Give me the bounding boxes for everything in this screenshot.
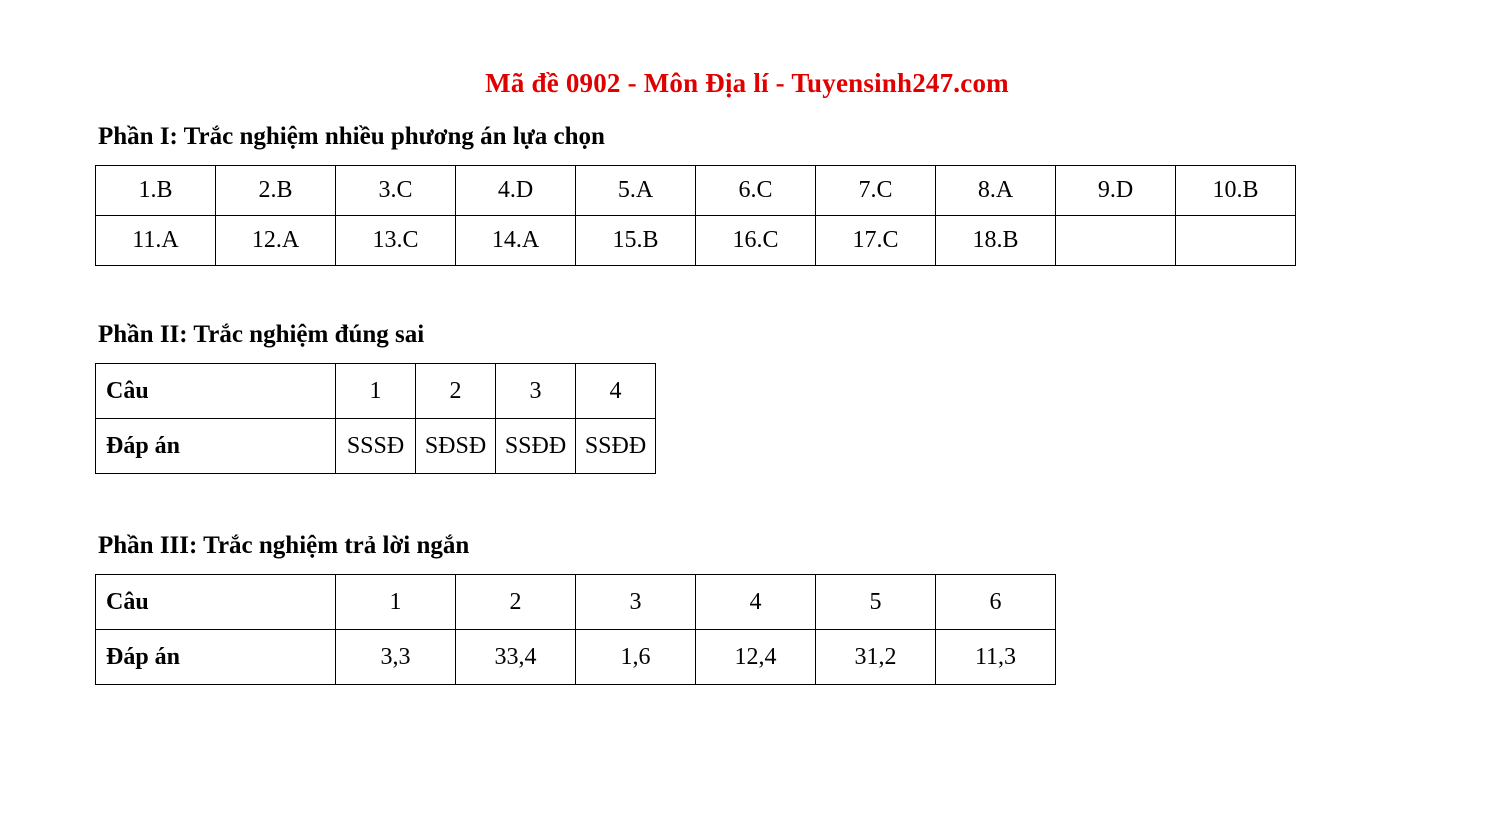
empty-cell [1176,216,1296,266]
answer-cell: 10.B [1176,166,1296,216]
answer-cell: 11,3 [936,630,1056,685]
answer-cell: 4.D [456,166,576,216]
answer-cell: 14.A [456,216,576,266]
question-number: 2 [456,575,576,630]
answer-cell: 1.B [96,166,216,216]
question-number: 4 [696,575,816,630]
question-number: 3 [576,575,696,630]
answer-cell: SSĐĐ [576,419,656,474]
answer-cell: SSĐĐ [496,419,576,474]
table-row [96,419,656,474]
part1-answers-table [95,165,1296,266]
answer-cell: 5.A [576,166,696,216]
part2-heading: Phần II: Trắc nghiệm đúng sai [98,321,425,348]
answer-cell: SĐSĐ [416,419,496,474]
question-number: 4 [576,364,656,419]
answer-cell: 2.B [216,166,336,216]
answer-cell: 33,4 [456,630,576,685]
answer-cell: 8.A [936,166,1056,216]
answer-cell: 11.A [96,216,216,266]
table-row [96,216,1296,266]
question-number: 1 [336,364,416,419]
part3-heading: Phần III: Trắc nghiệm trả lời ngắn [98,532,470,559]
answer-cell: 3.C [336,166,456,216]
answer-cell: 16.C [696,216,816,266]
answer-cell: 3,3 [336,630,456,685]
answer-cell: 15.B [576,216,696,266]
row-label: Câu [96,575,336,630]
row-label: Đáp án [96,630,336,685]
table-row [96,575,1056,630]
part3-answers-table [95,574,1056,685]
row-label: Đáp án [96,419,336,474]
answer-cell: 18.B [936,216,1056,266]
empty-cell [1056,216,1176,266]
answer-cell: 17.C [816,216,936,266]
table-row [96,166,1296,216]
question-number: 2 [416,364,496,419]
part2-table-wrap [0,363,1494,474]
part1-table-wrap [0,165,1494,266]
answer-cell: 9.D [1056,166,1176,216]
answer-cell: 13.C [336,216,456,266]
question-number: 6 [936,575,1056,630]
answer-cell: 1,6 [576,630,696,685]
question-number: 5 [816,575,936,630]
answer-cell: SSSĐ [336,419,416,474]
answer-cell: 6.C [696,166,816,216]
part2-answers-table [95,363,656,474]
question-number: 3 [496,364,576,419]
answer-cell: 12,4 [696,630,816,685]
page-title: Mã đề 0902 - Môn Địa lí - Tuyensinh247.com [485,68,1009,98]
table-row [96,630,1056,685]
question-number: 1 [336,575,456,630]
part1-heading: Phần I: Trắc nghiệm nhiều phương án lựa chọn [98,123,605,150]
answer-cell: 7.C [816,166,936,216]
table-row [96,364,656,419]
part3-table-wrap [0,574,1494,685]
answer-cell: 12.A [216,216,336,266]
answer-cell: 31,2 [816,630,936,685]
row-label: Câu [96,364,336,419]
